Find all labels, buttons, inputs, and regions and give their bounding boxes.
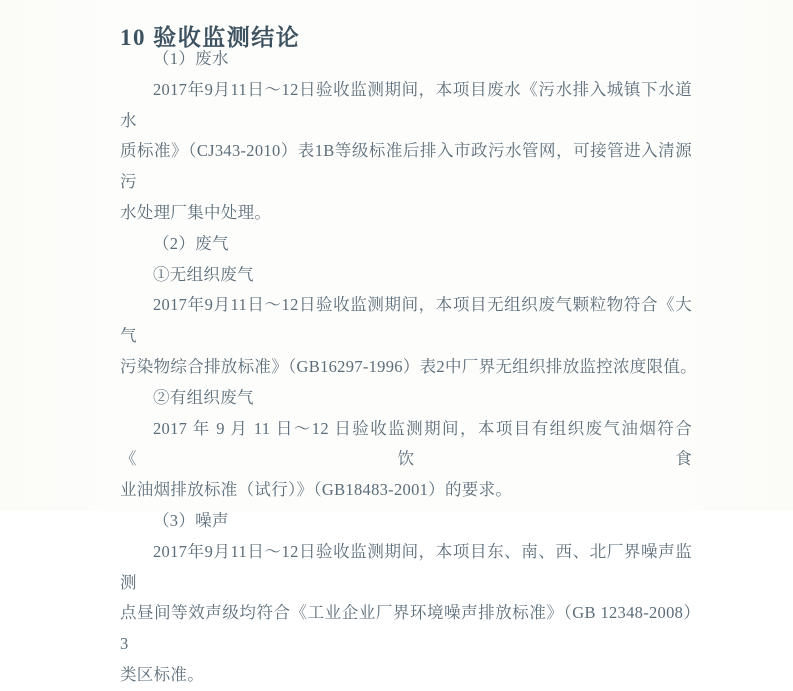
section-heading: 10 验收监测结论: [120, 25, 301, 51]
paragraph-line: 2017年9月11日～12日验收监测期间，本项目东、南、西、北厂界噪声监测: [120, 541, 692, 592]
paragraph-line: 点昼间等效声级均符合《工业企业厂界环境噪声排放标准》（GB 12348-2008）3: [120, 603, 692, 654]
item-label-fugitive-gas: ①无组织废气: [153, 264, 254, 284]
subsection-label-exhaust-gas: （2）废气: [153, 233, 229, 253]
subsection-label-wastewater: （1）废水: [153, 49, 229, 68]
paragraph-line: 2017年9月11日～12日验收监测期间，本项目无组织废气颗粒物符合《大气: [120, 295, 692, 346]
paragraph-line: 2017 年 9 月 11 日～12 日验收监测期间，本项目有组织废气油烟符合《饮食: [120, 418, 692, 469]
paragraph-line: 业油烟排放标准（试行）》（GB18483-2001）的要求。: [120, 480, 513, 500]
paragraph-line: 类区标准。: [120, 664, 204, 684]
document-body: [120, 44, 697, 691]
paragraph-line: 污染物综合排放标准》（GB16297-1996）表2中厂界无组织排放监控浓度限值。: [120, 356, 697, 376]
subsection-label-noise: （3）噪声: [153, 510, 229, 530]
paragraph-line: 2017年9月11日～12日验收监测期间，本项目废水《污水排入城镇下水道水: [120, 79, 692, 130]
paragraph-line: 水处理厂集中处理。: [120, 202, 272, 222]
item-label-organized-gas: ②有组织废气: [153, 387, 254, 407]
paragraph-line: 质标准》（CJ343-2010）表1B等级标准后排入市政污水管网，可接管进入清源污: [120, 141, 692, 192]
